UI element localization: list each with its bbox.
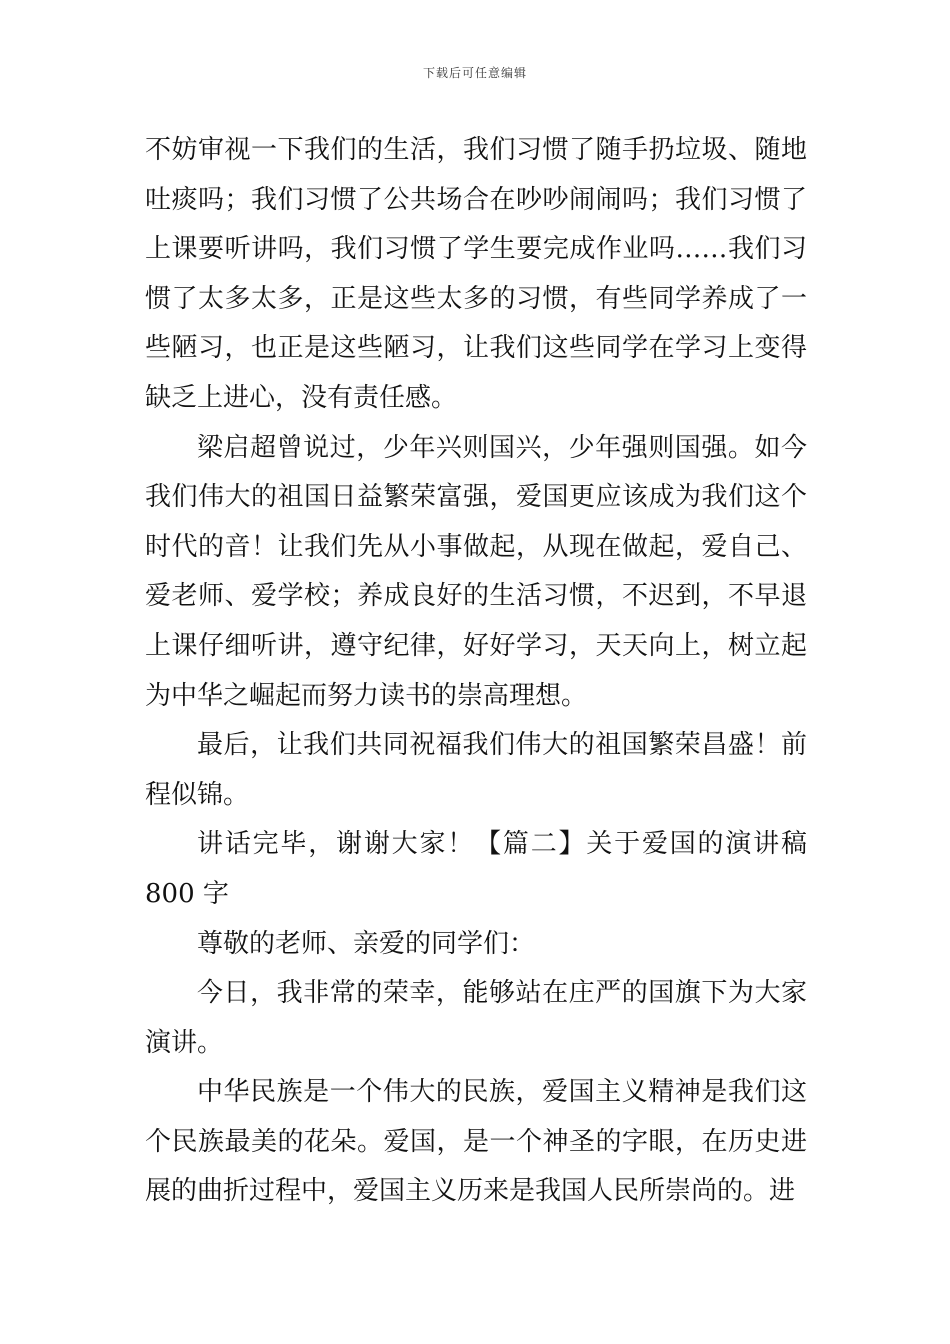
paragraph-opening: 今日，我非常的荣幸，能够站在庄严的国旗下为大家演讲。 (145, 978, 807, 1058)
paragraph-salutation: 尊敬的老师、亲爱的同学们： (197, 928, 536, 959)
document-body (145, 126, 807, 1217)
paragraph-closing-and-section-title: 讲话完毕，谢谢大家！【篇二】关于爱国的演讲稿 800 字 (145, 829, 807, 909)
paragraph-habits: 不妨审视一下我们的生活，我们习惯了随手扔垃圾、随地吐痰吗；我们习惯了公共场合在吵吵闹闹吗；我们习惯了上课要听讲吗，我们习惯了学生要完成作业吗……我们习惯了太多太多，正是这些太多的习惯，有些同学养成了一些陋习，也正是这些陋习，让我们这些同学在学习上变得缺乏上进心，没有责任感。 (145, 135, 807, 413)
paragraph-liang-qichao: 梁启超曾说过，少年兴则国兴，少年强则国强。如今我们伟大的祖国日益繁荣富强，爱国更应该成为我们这个时代的音！让我们先从小事做起，从现在做起，爱自己、爱老师、爱学校；养成良好的生活习惯，不迟到，不早退上课仔细听讲，遵守纪律，好好学习，天天向上，树立起为中华之崛起而努力读书的崇高理想。 (145, 432, 807, 711)
paragraph-chinese-nation: 中华民族是一个伟大的民族，爱国主义精神是我们这个民族最美的花朵。爱国，是一个神圣的字眼，在历史进展的曲折过程中，爱国主义历来是我国人民所崇尚的。进 (145, 1077, 807, 1207)
paragraph-blessing: 最后，让我们共同祝福我们伟大的祖国繁荣昌盛！前程似锦。 (145, 730, 807, 810)
page-header-note: 下载后可任意编辑 (422, 66, 527, 80)
